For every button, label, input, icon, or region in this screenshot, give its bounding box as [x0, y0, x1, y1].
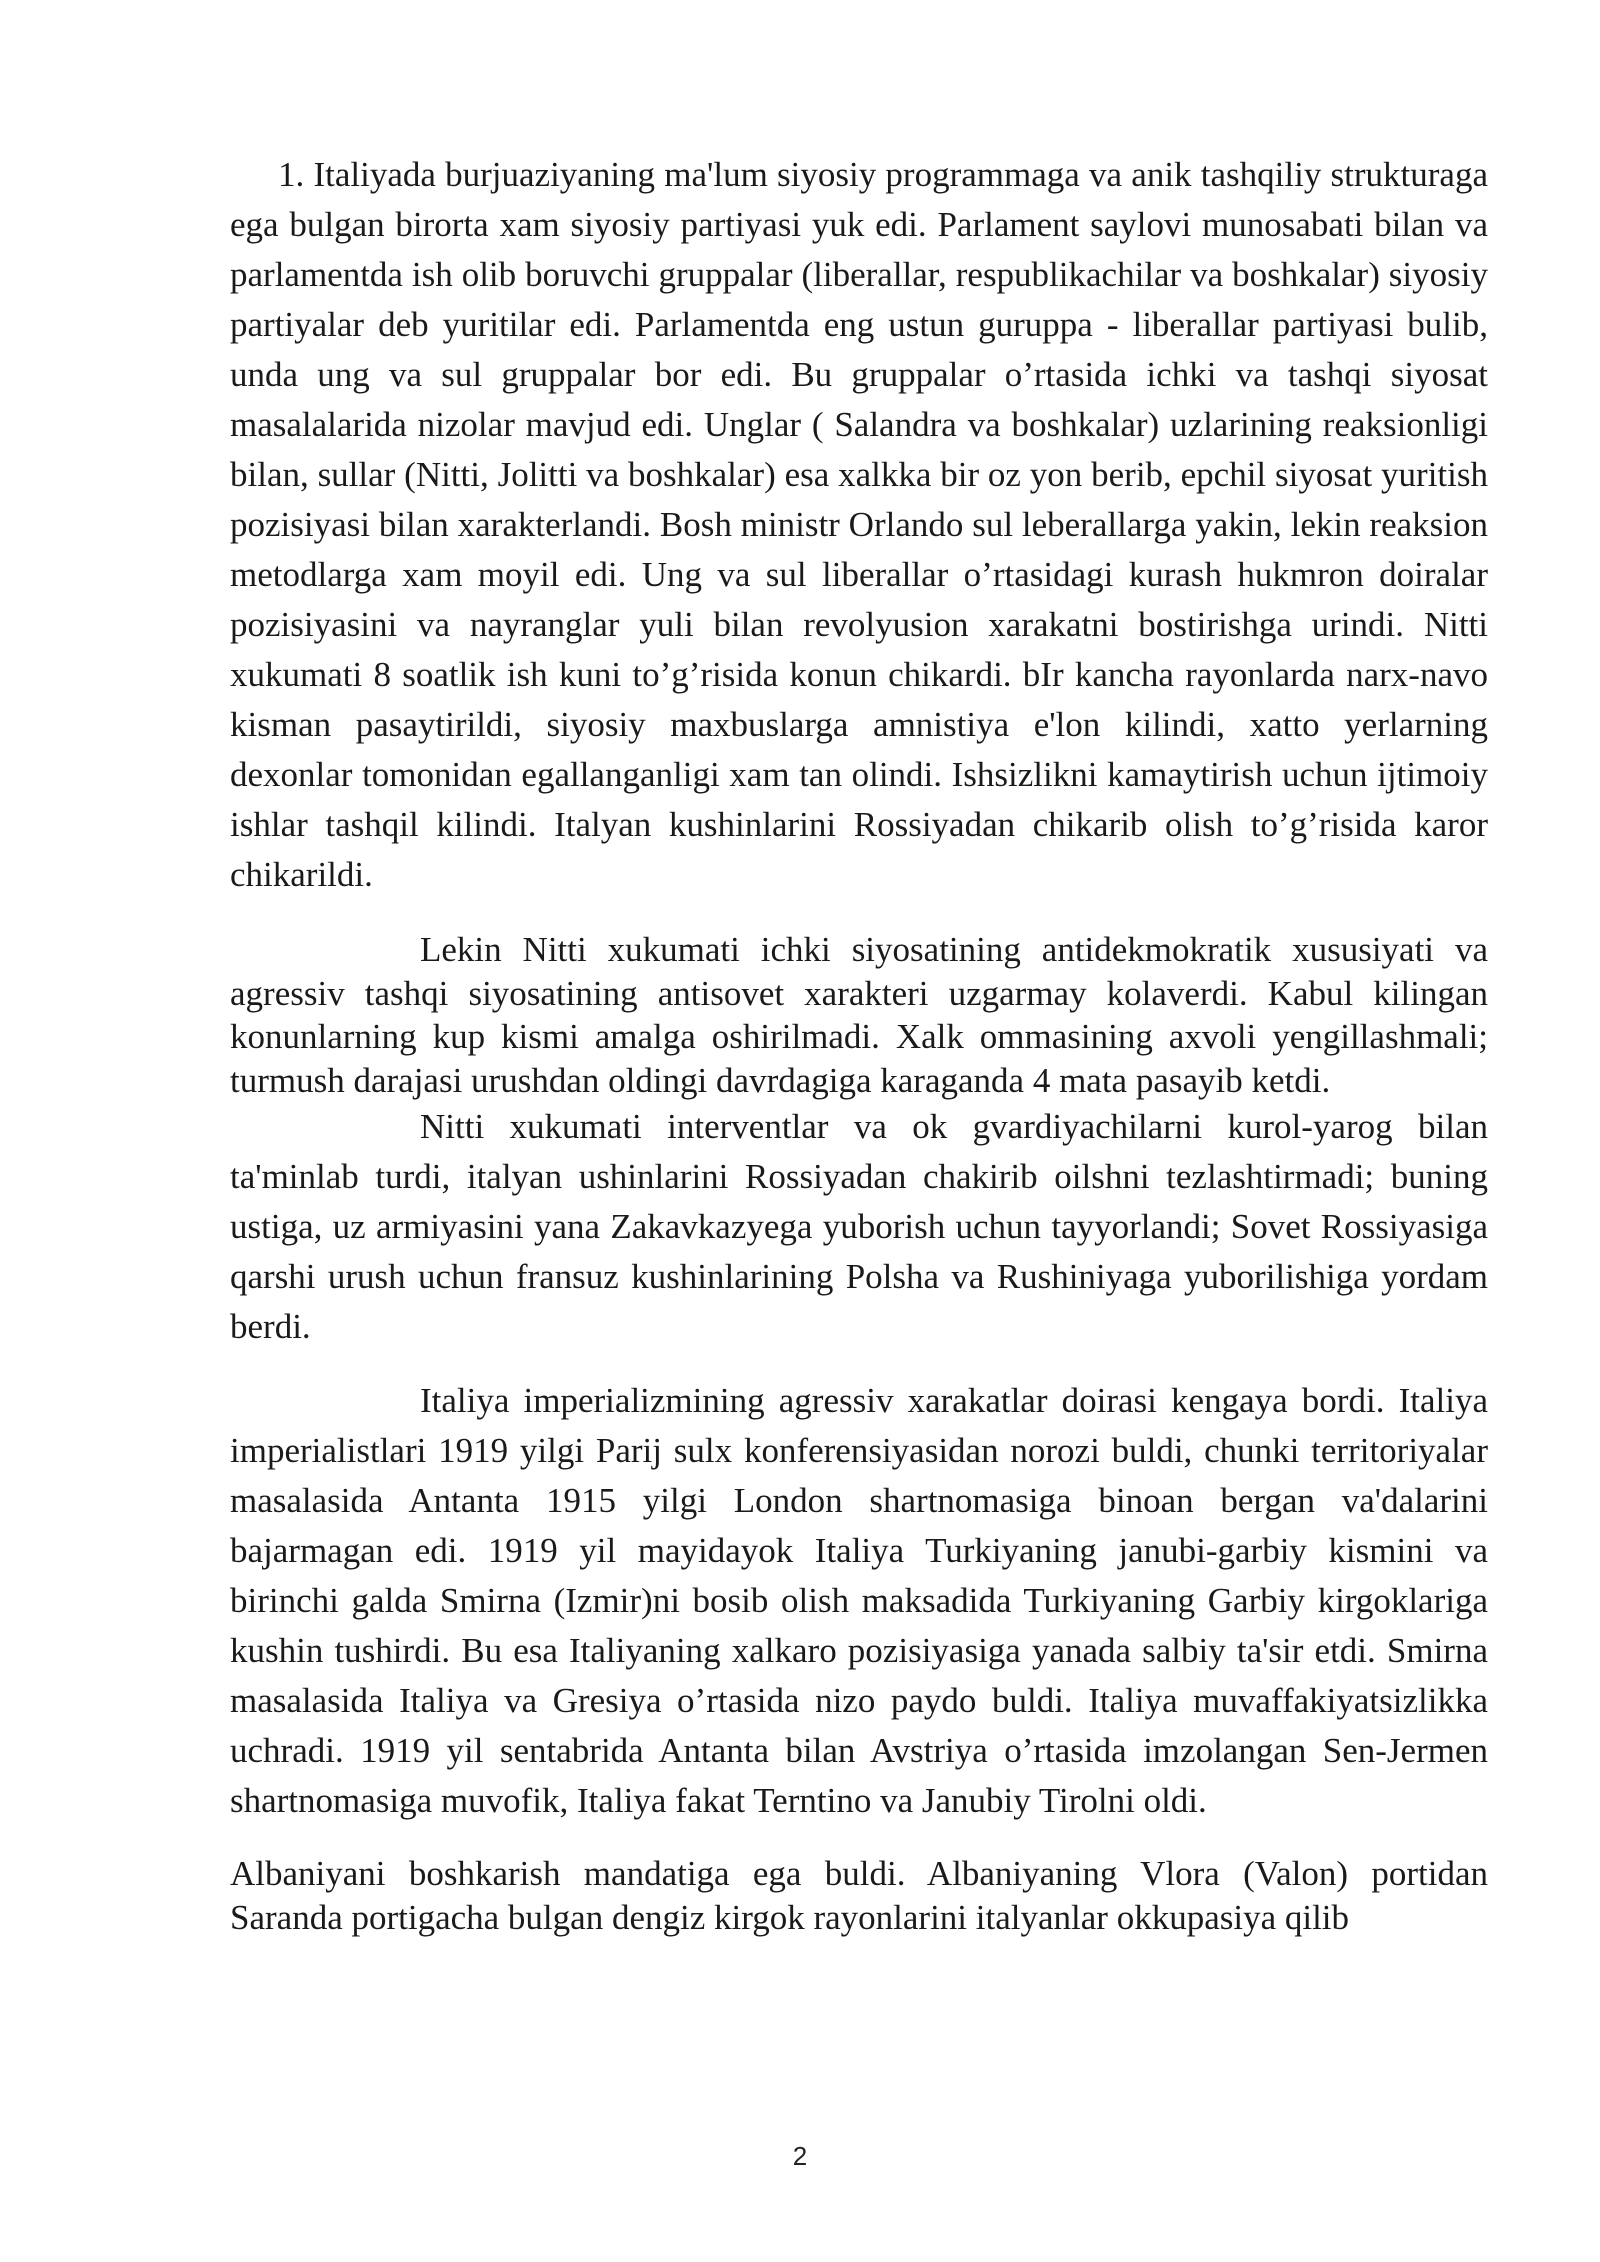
- paragraph-4: Italiya imperializmining agressiv xarakatlar doirasi kengaya bordi. Italiya imperialistlari 1919 yilgi Parij sulx konferensiyasidan norozi buldi, chunki territoriyalar masalasida Antanta 1915 yilgi London shartnomasiga binoan bergan va'dalarini bajarmagan edi. 1919 yil mayidayok Italiya Turkiyaning janubi-garbiy kismini va birinchi galda Smirna (Izmir)ni bosib olish maksadida Turkiyaning Garbiy kirgoklariga kushin tushirdi. Bu esa Italiyaning xalkaro pozisiyasiga yanada salbiy ta'sir etdi. Smirna masalasida Italiya va Gresiya o’rtasida nizo paydo buldi. Italiya muvaffakiyatsizlikka uchradi. 1919 yil sentabrida Antanta bilan Avstriya o’rtasida imzolangan Sen-Jermen shartnomasiga muvofik, Italiya fakat Terntino va Janubiy Tirolni oldi.: [230, 1381, 1488, 1820]
- paragraph-5: Albaniyani boshkarish mandatiga ega buldi. Albaniyaning Vlora (Valon) portidan Saranda portigacha bulgan dengiz kirgok rayonlarini italyanlar okkupasiya qilib: [230, 1854, 1488, 1937]
- paragraph-1: 1. Italiyada burjuaziyaning ma'lum siyosiy programmaga va anik tashqiliy strukturaga ega bulgan birorta xam siyosiy partiyasi yuk edi. Parlament saylovi munosabati bilan va parlamentda ish olib boruvchi gruppalar (liberallar, respublikachilar va boshkalar) siyosiy partiyalar deb yuritilar edi. Parlamentda eng ustun guruppa - liberallar partiyasi bulib, unda ung va sul gruppalar bor edi. Bu gruppalar o’rtasida ichki va tashqi siyosat masalalarida nizolar mavjud edi. Unglar ( Salandra va boshkalar) uzlarining reaksionligi bilan, sullar (Nitti, Jolitti va boshkalar) esa xalkka bir oz yon berib, epchil siyosat yuritish pozisiyasi bilan xarakterlandi. Bosh ministr Orlando sul leberallarga yakin, lekin reaksion metodlarga xam moyil edi. Ung va sul liberallar o’rtasidagi kurash hukmron doiralar pozisiyasini va nayranglar yuli bilan revolyusion xarakatni bostirishga urindi. Nitti xukumati 8 soatlik ish kuni to’g’risida konun chikardi. bIr kancha rayonlarda narx-navo kisman pasaytirildi, siyosiy maxbuslarga amnistiya e'lon kilindi, xatto yerlarning dexonlar tomonidan egallanganligi xam tan olindi. Ishsizlikni kamaytirish uchun ijtimoiy ishlar tashqil kilindi. Italyan kushinlarini Rossiyadan chikarib olish to’g’risida karor chikarildi.: [230, 155, 1488, 894]
- paragraph-3: Nitti xukumati interventlar va ok gvardiyachilarni kurol-yarog bilan ta'minlab turdi, italyan ushinlarini Rossiyadan chakirib oilshni tezlashtirmadi; buning ustiga, uz armiyasini yana Zakavkazyega yuborish uchun tayyorlandi; Sovet Rossiyasiga qarshi urush uchun fransuz kushinlarining Polsha va Rushiniyaga yuborilishiga yordam berdi.: [230, 1107, 1488, 1346]
- page-number: 2: [792, 2141, 808, 2171]
- paragraph-2: Lekin Nitti xukumati ichki siyosatining antidekmokratik xususiyati va agressiv tashqi siyosatining antisovet xarakteri uzgarmay kolaverdi. Kabul kilingan konunlarning kup kismi amalga oshirilmadi. Xalk ommasining axvoli yengillashmali; turmush darajasi urushdan oldingi davrdagiga karaganda 4 mata pasayib ketdi.: [230, 930, 1488, 1100]
- document-page: [230, 150, 1488, 1939]
